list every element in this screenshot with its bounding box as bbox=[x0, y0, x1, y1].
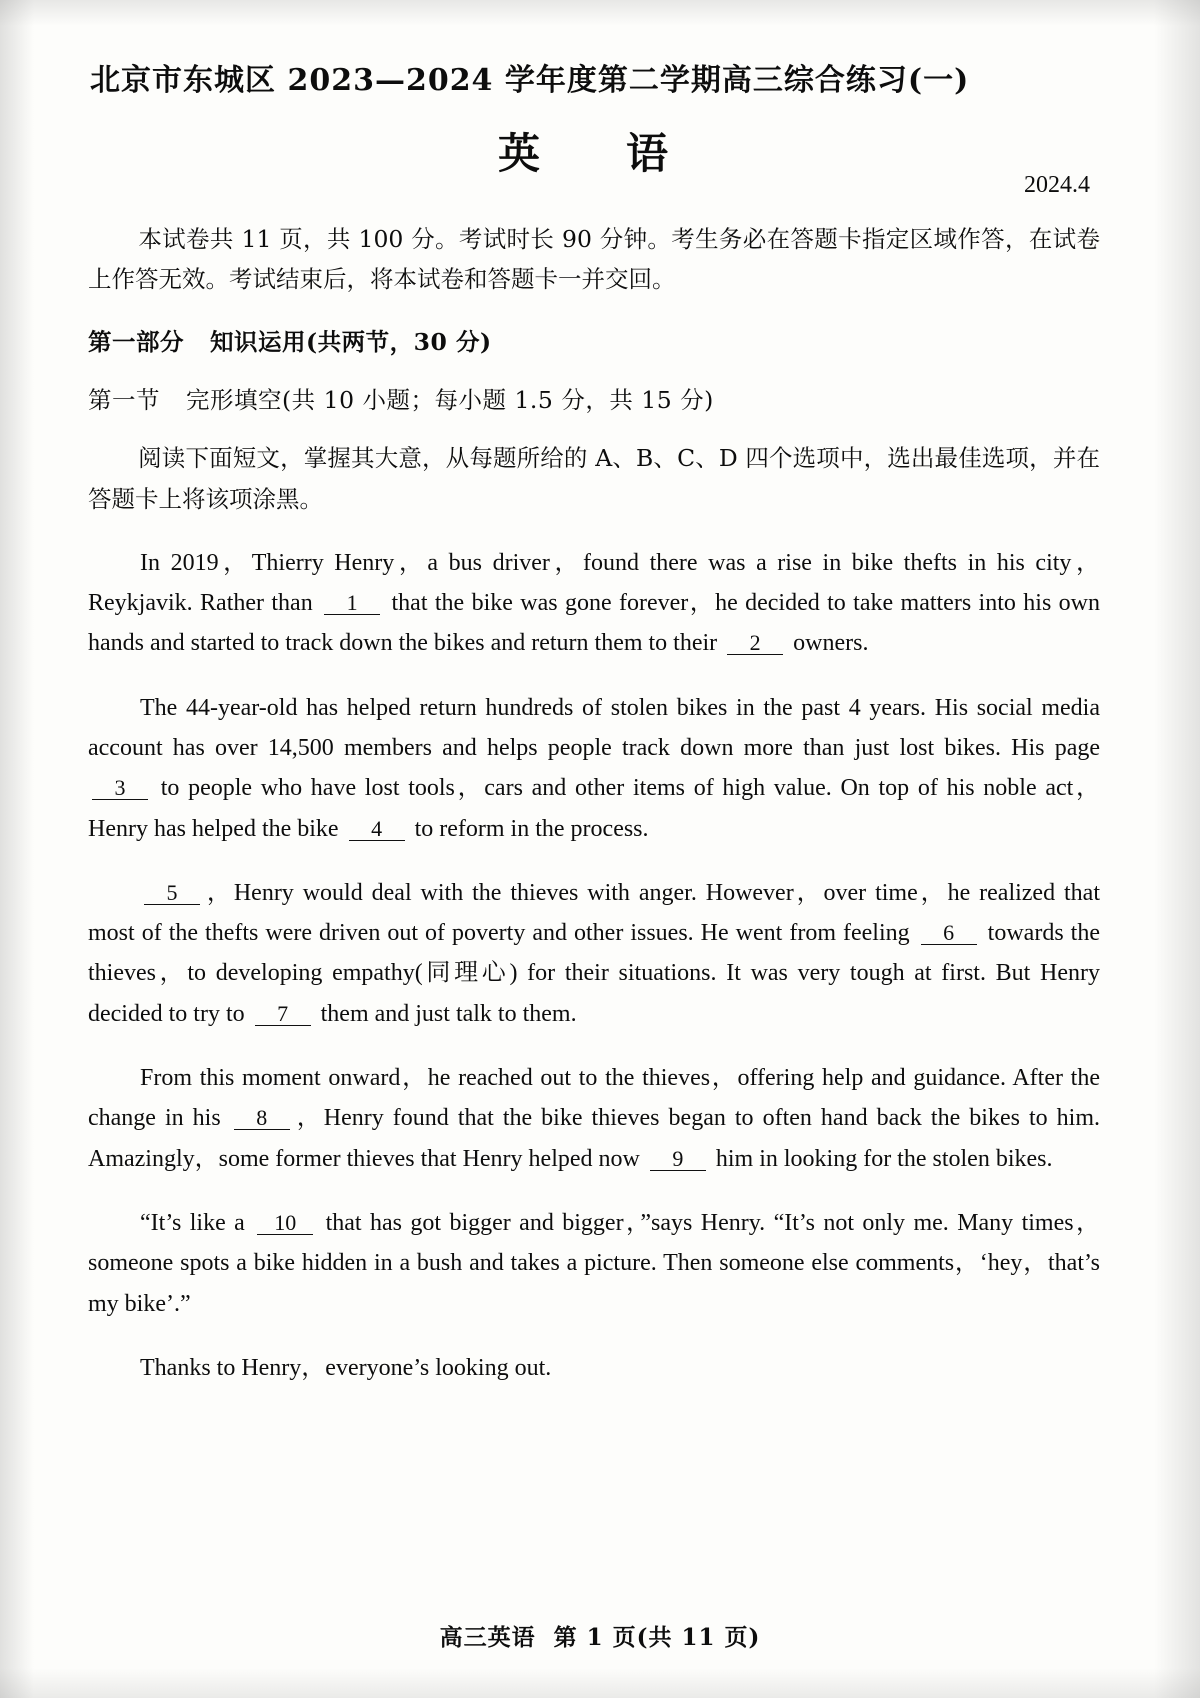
cloze-blank-2[interactable]: 2 bbox=[727, 631, 783, 655]
cloze-paragraph bbox=[88, 1058, 1100, 1179]
cloze-paragraph bbox=[88, 1203, 1100, 1324]
cloze-blank-3[interactable]: 3 bbox=[92, 776, 148, 800]
cloze-blank-6[interactable]: 6 bbox=[921, 921, 977, 945]
part-one-title: 知识运用(共两节，30 分) bbox=[210, 328, 492, 357]
section-one-heading bbox=[88, 381, 1100, 415]
cloze-text: that has got bigger and bigger，”says Henry. “It’s not only me. Many times，someone spots a bike hidden in a bush and takes a picture. Then someone else comments，‘hey，that’s my bike’.” bbox=[88, 1210, 1100, 1317]
cloze-blank-4[interactable]: 4 bbox=[349, 817, 405, 841]
cloze-text: owners. bbox=[787, 630, 869, 657]
cloze-paragraph bbox=[88, 1348, 1100, 1388]
exam-date: 2024.4 bbox=[1024, 172, 1090, 198]
cloze-paragraph bbox=[88, 688, 1100, 849]
subject-row bbox=[88, 121, 1100, 207]
cloze-text: towards the thieves，to developing empathy(同理心) for their situations. It was very tough at first. But Henry decided to try to bbox=[88, 920, 1101, 1027]
cloze-text: ，Henry found that the bike thieves began to often hand back the bikes to him. Amazingly，some former thieves that Henry helped now bbox=[88, 1105, 1100, 1172]
scan-shadow-top bbox=[0, 0, 1200, 26]
scan-shadow-right bbox=[1154, 0, 1200, 1698]
scan-shadow-left bbox=[0, 0, 34, 1698]
scan-shadow-bottom bbox=[0, 1668, 1200, 1698]
cloze-text: them and just talk to them. bbox=[314, 1000, 577, 1027]
cloze-text: him in looking for the stolen bikes. bbox=[709, 1145, 1053, 1172]
instruction-text: 本试卷共 11 页，共 100 分。考试时长 90 分钟。考生务必在答题卡指定区域作答，在试卷上作答无效。考试结束后，将本试卷和答题卡一并交回。 bbox=[88, 225, 1100, 294]
section-one-title: 完形填空(共 10 小题；每小题 1.5 分，共 15 分) bbox=[186, 385, 714, 414]
cloze-blank-1[interactable]: 1 bbox=[324, 591, 380, 615]
page-title: 北京市东城区 2023—2024 学年度第二学期高三综合练习(一) bbox=[90, 63, 970, 98]
cloze-blank-9[interactable]: 9 bbox=[650, 1147, 706, 1171]
cloze-text: that the bike was gone forever，he decided to take matters into his own hands and started to track down the bikes and return them to their bbox=[88, 589, 1100, 657]
cloze-text: From this moment onward，he reached out to the thieves，offering help and guidance. After the change in his bbox=[88, 1065, 1100, 1132]
page-footer bbox=[0, 1619, 1200, 1652]
part-one-label: 第一部分 bbox=[88, 328, 184, 357]
cloze-directions bbox=[88, 438, 1100, 519]
cloze-paragraph bbox=[88, 873, 1100, 1034]
cloze-text: to reform in the process. bbox=[408, 815, 649, 842]
cloze-text: ，Henry would deal with the thieves with anger. However，over time，he realized that most of the thefts were driven out of poverty and other issues. He went from feeling bbox=[88, 879, 1100, 947]
cloze-blank-8[interactable]: 8 bbox=[234, 1106, 290, 1130]
subject-title: 英 语 bbox=[497, 129, 690, 178]
part-one-heading bbox=[88, 323, 1100, 357]
cloze-text: The 44-year-old has helped return hundreds of stolen bikes in the past 4 years. His social media account has over 14,500 members and helps people track down more than just lost bikes. His page bbox=[88, 694, 1100, 761]
cloze-text: In 2019，Thierry Henry，a bus driver，found there was a rise in bike thefts in his city，Reykjavik. Rather than bbox=[88, 549, 1100, 616]
footer-page-number: 第 1 页(共 11 页) bbox=[553, 1624, 761, 1651]
cloze-text: Thanks to Henry，everyone’s looking out. bbox=[140, 1354, 552, 1381]
cloze-directions-text: 阅读下面短文，掌握其大意，从每题所给的 A、B、C、D 四个选项中，选出最佳选项，并在答题卡上将该项涂黑。 bbox=[88, 444, 1100, 513]
cloze-passage bbox=[88, 543, 1100, 1389]
exam-instructions bbox=[88, 219, 1100, 300]
footer-subject: 高三英语 bbox=[439, 1624, 536, 1651]
section-one-label: 第一节 bbox=[88, 385, 160, 414]
cloze-blank-10[interactable]: 10 bbox=[257, 1211, 313, 1235]
cloze-text: to people who have lost tools，cars and other items of high value. On top of his noble act，Henry has helped the bike bbox=[88, 775, 1100, 842]
cloze-blank-7[interactable]: 7 bbox=[255, 1002, 311, 1026]
cloze-blank-5[interactable]: 5 bbox=[144, 881, 200, 905]
cloze-text: “It’s like a bbox=[140, 1210, 254, 1236]
cloze-paragraph bbox=[88, 543, 1100, 664]
